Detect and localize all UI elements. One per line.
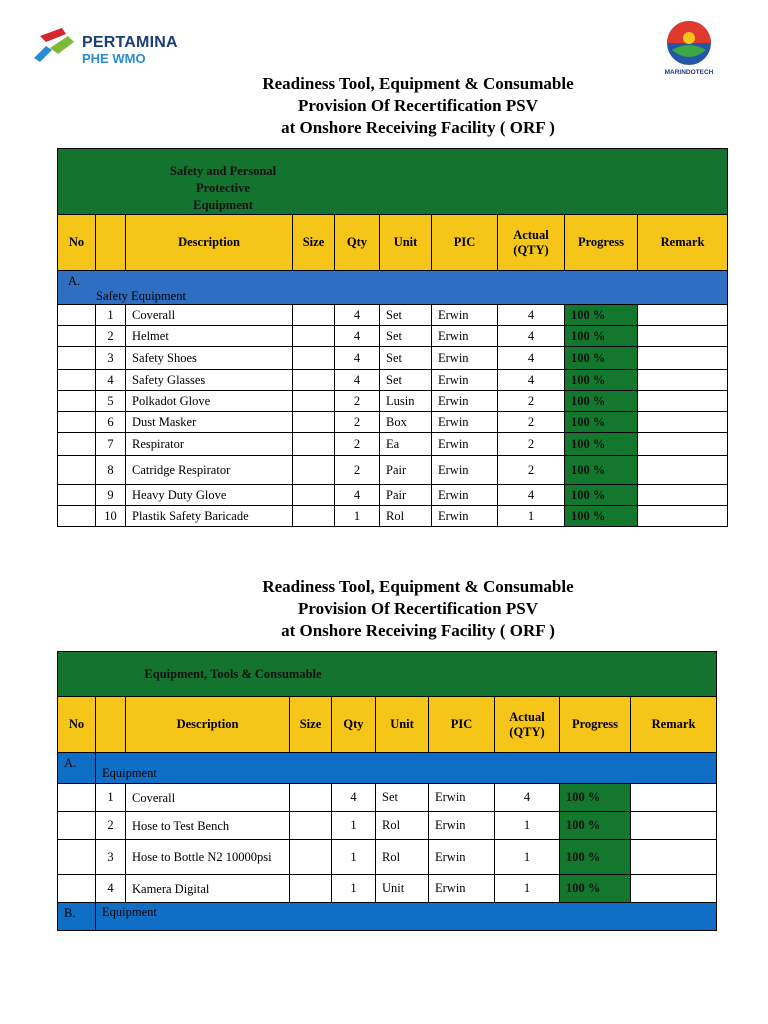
equipment-tools-table <box>57 651 717 931</box>
col-size: Size <box>290 697 332 753</box>
row-remark <box>638 370 728 391</box>
table-heading-text: Equipment, Tools & Consumable <box>144 666 322 681</box>
row-remark <box>638 347 728 370</box>
row-description: Helmet <box>126 326 293 347</box>
table-heading-line: Protective <box>196 181 250 195</box>
row-remark <box>638 506 728 527</box>
row-unit: Set <box>376 784 429 812</box>
row-pic: Erwin <box>429 840 495 875</box>
row-unit: Pair <box>380 485 432 506</box>
row-blank-cell <box>58 812 96 840</box>
row-blank-cell <box>58 391 96 412</box>
row-remark <box>631 784 717 812</box>
row-qty: 4 <box>335 347 380 370</box>
svg-text:MARINDOTECH: MARINDOTECH <box>664 69 714 76</box>
row-blank-cell <box>58 347 96 370</box>
row-qty: 1 <box>332 840 376 875</box>
row-number: 3 <box>96 840 126 875</box>
row-progress: 100 % <box>560 875 631 903</box>
row-actual: 4 <box>498 305 565 326</box>
row-number: 5 <box>96 391 126 412</box>
row-actual: 1 <box>495 840 560 875</box>
row-description: Heavy Duty Glove <box>126 485 293 506</box>
row-pic: Erwin <box>432 506 498 527</box>
row-actual: 4 <box>495 784 560 812</box>
row-actual: 2 <box>498 433 565 456</box>
row-blank-cell <box>58 305 96 326</box>
row-number: 7 <box>96 433 126 456</box>
row-description: Respirator <box>126 433 293 456</box>
column-header-row <box>58 215 728 271</box>
col-spacer <box>96 697 126 753</box>
title-line: Readiness Tool, Equipment & Consumable <box>262 74 574 93</box>
section-number: A. <box>68 274 81 288</box>
row-unit: Box <box>380 412 432 433</box>
row-remark <box>638 485 728 506</box>
row-actual: 4 <box>498 485 565 506</box>
row-remark <box>631 812 717 840</box>
document-title <box>0 576 768 642</box>
marindotech-logo <box>662 20 716 76</box>
row-blank-cell <box>58 506 96 527</box>
safety-equipment-table <box>57 148 728 527</box>
col-no: No <box>58 697 96 753</box>
table-row <box>58 412 728 433</box>
table-row <box>58 812 717 840</box>
row-actual: 4 <box>498 326 565 347</box>
col-unit: Unit <box>380 215 432 271</box>
row-blank-cell <box>58 433 96 456</box>
row-unit: Set <box>380 370 432 391</box>
row-progress: 100 % <box>565 326 638 347</box>
row-blank-cell <box>58 370 96 391</box>
section-row <box>58 271 728 305</box>
title-line: at Onshore Receiving Facility ( ORF ) <box>281 621 555 640</box>
row-unit: Pair <box>380 456 432 485</box>
row-unit: Rol <box>380 506 432 527</box>
col-spacer <box>96 215 126 271</box>
table-row <box>58 433 728 456</box>
table-body <box>58 784 717 903</box>
row-size <box>293 326 335 347</box>
row-size <box>293 412 335 433</box>
row-blank-cell <box>58 784 96 812</box>
col-pic: PIC <box>429 697 495 753</box>
row-qty: 1 <box>335 506 380 527</box>
row-number: 2 <box>96 812 126 840</box>
row-size <box>293 347 335 370</box>
row-description: Safety Shoes <box>126 347 293 370</box>
row-blank-cell <box>58 485 96 506</box>
row-progress: 100 % <box>565 370 638 391</box>
row-description: Coverall <box>126 784 290 812</box>
table-row <box>58 305 728 326</box>
row-number: 4 <box>96 370 126 391</box>
col-actual: Actual (QTY) <box>495 697 560 753</box>
section-row <box>58 753 717 784</box>
row-progress: 100 % <box>565 456 638 485</box>
row-size <box>290 840 332 875</box>
row-actual: 1 <box>498 506 565 527</box>
col-description: Description <box>126 697 290 753</box>
row-number: 9 <box>96 485 126 506</box>
row-description: Hose to Test Bench <box>126 812 290 840</box>
row-qty: 4 <box>335 370 380 391</box>
section-label: Equipment <box>96 753 717 784</box>
row-number: 10 <box>96 506 126 527</box>
row-remark <box>638 433 728 456</box>
row-remark <box>638 412 728 433</box>
row-progress: 100 % <box>565 391 638 412</box>
col-pic: PIC <box>432 215 498 271</box>
row-size <box>293 456 335 485</box>
row-qty: 4 <box>332 784 376 812</box>
col-progress: Progress <box>560 697 631 753</box>
brand-name: PERTAMINA <box>82 34 178 51</box>
row-remark <box>638 456 728 485</box>
row-number: 1 <box>96 305 126 326</box>
row-unit: Set <box>380 326 432 347</box>
col-size: Size <box>293 215 335 271</box>
row-number: 8 <box>96 456 126 485</box>
table-row <box>58 370 728 391</box>
section-label: Safety Equipment <box>96 289 186 303</box>
col-description: Description <box>126 215 293 271</box>
col-actual: Actual (QTY) <box>498 215 565 271</box>
row-progress: 100 % <box>560 784 631 812</box>
row-size <box>293 391 335 412</box>
document-title <box>0 73 768 139</box>
table-heading-row <box>58 652 717 697</box>
row-size <box>290 875 332 903</box>
row-actual: 2 <box>498 391 565 412</box>
section-cell <box>58 271 728 305</box>
row-progress: 100 % <box>565 412 638 433</box>
pertamina-logo <box>28 24 198 68</box>
row-blank-cell <box>58 840 96 875</box>
table-heading-row <box>58 149 728 215</box>
table-heading <box>58 149 728 215</box>
row-description: Kamera Digital <box>126 875 290 903</box>
row-pic: Erwin <box>429 812 495 840</box>
row-progress: 100 % <box>565 347 638 370</box>
col-qty: Qty <box>335 215 380 271</box>
row-qty: 2 <box>335 433 380 456</box>
pertamina-mark-icon <box>28 24 78 64</box>
row-actual: 4 <box>498 347 565 370</box>
title-line: Readiness Tool, Equipment & Consumable <box>262 577 574 596</box>
row-description: Dust Masker <box>126 412 293 433</box>
table-heading-line: Equipment <box>193 198 253 212</box>
table-heading <box>58 652 717 697</box>
row-progress: 100 % <box>565 506 638 527</box>
row-blank-cell <box>58 412 96 433</box>
row-unit: Rol <box>376 812 429 840</box>
row-progress: 100 % <box>565 433 638 456</box>
marindotech-emblem-icon <box>662 20 716 76</box>
row-pic: Erwin <box>432 433 498 456</box>
row-unit: Unit <box>376 875 429 903</box>
row-progress: 100 % <box>565 485 638 506</box>
row-blank-cell <box>58 875 96 903</box>
row-number: 1 <box>96 784 126 812</box>
row-number: 6 <box>96 412 126 433</box>
row-qty: 4 <box>335 485 380 506</box>
table-row <box>58 506 728 527</box>
row-description: Catridge Respirator <box>126 456 293 485</box>
row-unit: Ea <box>380 433 432 456</box>
row-description: Polkadot Glove <box>126 391 293 412</box>
table-row <box>58 456 728 485</box>
col-progress: Progress <box>565 215 638 271</box>
row-pic: Erwin <box>432 305 498 326</box>
row-unit: Set <box>380 305 432 326</box>
row-qty: 4 <box>335 326 380 347</box>
column-header-row <box>58 697 717 753</box>
row-description: Coverall <box>126 305 293 326</box>
row-actual: 1 <box>495 812 560 840</box>
table-row <box>58 391 728 412</box>
row-progress: 100 % <box>565 305 638 326</box>
section-label: Equipment <box>96 903 717 931</box>
row-pic: Erwin <box>432 391 498 412</box>
col-no: No <box>58 215 96 271</box>
title-line: at Onshore Receiving Facility ( ORF ) <box>281 118 555 137</box>
row-blank-cell <box>58 326 96 347</box>
row-unit: Rol <box>376 840 429 875</box>
row-size <box>290 784 332 812</box>
row-qty: 2 <box>335 456 380 485</box>
table-row <box>58 875 717 903</box>
row-unit: Set <box>380 347 432 370</box>
row-number: 4 <box>96 875 126 903</box>
row-actual: 2 <box>498 456 565 485</box>
row-pic: Erwin <box>432 326 498 347</box>
title-line: Provision Of Recertification PSV <box>297 599 538 618</box>
row-actual: 4 <box>498 370 565 391</box>
row-qty: 4 <box>335 305 380 326</box>
table-row <box>58 840 717 875</box>
brand-sub: PHE WMO <box>82 51 146 66</box>
row-unit: Lusin <box>380 391 432 412</box>
col-unit: Unit <box>376 697 429 753</box>
row-qty: 1 <box>332 812 376 840</box>
row-remark <box>631 875 717 903</box>
row-size <box>290 812 332 840</box>
table-row <box>58 326 728 347</box>
row-size <box>293 485 335 506</box>
table-row <box>58 347 728 370</box>
row-size <box>293 506 335 527</box>
row-pic: Erwin <box>429 784 495 812</box>
row-remark <box>638 326 728 347</box>
row-qty: 2 <box>335 391 380 412</box>
row-pic: Erwin <box>432 485 498 506</box>
row-size <box>293 433 335 456</box>
table-row <box>58 784 717 812</box>
row-progress: 100 % <box>560 812 631 840</box>
row-description: Hose to Bottle N2 10000psi <box>126 840 290 875</box>
col-remark: Remark <box>638 215 728 271</box>
row-number: 2 <box>96 326 126 347</box>
section-row <box>58 903 717 931</box>
row-number: 3 <box>96 347 126 370</box>
row-pic: Erwin <box>432 412 498 433</box>
row-progress: 100 % <box>560 840 631 875</box>
section-number: B. <box>58 903 96 931</box>
row-actual: 1 <box>495 875 560 903</box>
row-pic: Erwin <box>432 347 498 370</box>
row-qty: 1 <box>332 875 376 903</box>
table-body <box>58 305 728 527</box>
row-remark <box>638 391 728 412</box>
col-remark: Remark <box>631 697 717 753</box>
row-pic: Erwin <box>429 875 495 903</box>
row-pic: Erwin <box>432 370 498 391</box>
col-qty: Qty <box>332 697 376 753</box>
row-blank-cell <box>58 456 96 485</box>
table-row <box>58 485 728 506</box>
title-line: Provision Of Recertification PSV <box>297 96 538 115</box>
row-remark <box>631 840 717 875</box>
row-qty: 2 <box>335 412 380 433</box>
row-remark <box>638 305 728 326</box>
row-actual: 2 <box>498 412 565 433</box>
section-number: A. <box>58 753 96 784</box>
row-description: Safety Glasses <box>126 370 293 391</box>
table-heading-line: Safety and Personal <box>169 164 277 178</box>
row-pic: Erwin <box>432 456 498 485</box>
row-description: Plastik Safety Baricade <box>126 506 293 527</box>
row-size <box>293 305 335 326</box>
row-size <box>293 370 335 391</box>
